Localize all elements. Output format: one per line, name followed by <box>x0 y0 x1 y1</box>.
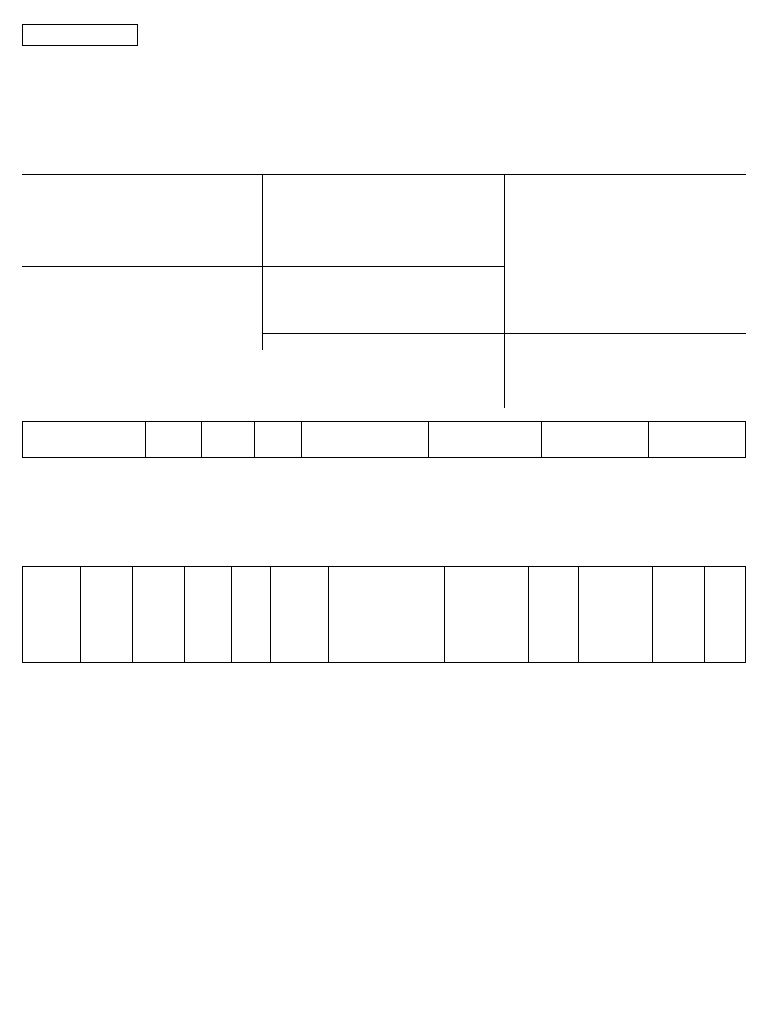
t2-h6 <box>329 567 445 663</box>
table2-header <box>22 566 746 663</box>
t2-h3 <box>133 567 185 663</box>
t1-h2a <box>202 422 255 458</box>
t2-h7 <box>445 567 529 663</box>
form-title-box <box>22 24 138 46</box>
t1-h2 <box>146 422 202 458</box>
t2-h9 <box>579 567 653 663</box>
divider-5 <box>504 333 746 334</box>
t1-h1 <box>23 422 146 458</box>
divider-4 <box>262 333 504 334</box>
t1-h4 <box>302 422 429 458</box>
t2-h4 <box>232 567 271 663</box>
t1-h7 <box>649 422 746 458</box>
t1-h5 <box>429 422 542 458</box>
divider-1 <box>262 174 263 350</box>
divider-3 <box>22 266 504 267</box>
t2-h11 <box>705 567 746 663</box>
t2-h2 <box>81 567 133 663</box>
t2-h3a <box>185 567 232 663</box>
table1-header <box>22 421 746 458</box>
divider-2 <box>504 174 505 408</box>
t2-h1 <box>23 567 81 663</box>
t1-h3 <box>255 422 302 458</box>
t2-h10 <box>653 567 705 663</box>
t2-h8 <box>529 567 579 663</box>
t1-h6 <box>542 422 649 458</box>
info-grid <box>22 174 746 409</box>
t2-h5 <box>271 567 329 663</box>
